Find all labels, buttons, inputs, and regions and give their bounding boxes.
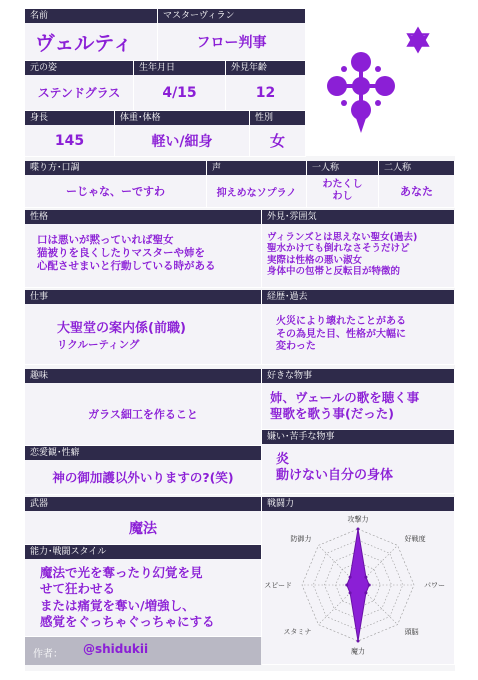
job-value (57, 320, 255, 353)
love-box (25, 446, 262, 495)
apparent-age-label: 外見年齢 (226, 61, 305, 75)
radar-axis-label: 攻撃力 (347, 515, 369, 524)
height-value: 145 (54, 132, 85, 149)
likes-label: 好きな物事 (262, 369, 454, 383)
radar-axis-label: 好戦度 (404, 534, 426, 543)
appearance-line: ヴィランズとは思えない聖女(過去) (267, 232, 418, 243)
height-label: 身長 (25, 111, 114, 125)
radar-value-area (347, 529, 369, 641)
origin-label: 元の姿 (25, 61, 133, 75)
first-person-label: 一人称 (307, 161, 378, 175)
job-line: リクルーティング (57, 339, 140, 352)
voice-value: 抑えめなソプラノ (216, 187, 297, 199)
dislikes-line: 動けない自分の身体 (276, 468, 394, 484)
ability-line: または痛覚を奪い/増強し、 (40, 597, 195, 613)
author-handle: @shidukii (83, 642, 149, 656)
author-label: 作者： (33, 649, 63, 660)
weight-box (115, 111, 250, 157)
gender-value: 女 (269, 132, 285, 150)
history-line: 火災により壊れたことがある (276, 316, 406, 327)
radar-axis-label: 頭脳 (404, 628, 419, 637)
job-box (25, 290, 262, 365)
likes-line: 聖歌を歌う事(だった) (270, 405, 394, 421)
radar-value-point (364, 576, 367, 579)
second-person-value: あなた (400, 185, 433, 198)
battle-label: 戦闘力 (262, 497, 454, 511)
battle-box (262, 497, 455, 665)
name-box (25, 9, 158, 61)
dislikes-label: 嫌い･苦手な物事 (262, 430, 454, 444)
likes-box (262, 369, 455, 430)
battle-radar-chart (262, 511, 455, 663)
hobby-label: 趣味 (25, 369, 261, 383)
ability-label: 能力･戦闘スタイル (25, 545, 261, 559)
personality-line: 猫被りを良くしたりマスターや姉を (37, 247, 205, 260)
love-label: 恋愛観･性癖 (25, 446, 261, 460)
speech-value: ーじゃな、ーですわ (66, 185, 165, 198)
dislikes-line: 炎 (276, 452, 290, 467)
personality-value (37, 234, 255, 273)
personality-label: 性格 (25, 210, 261, 224)
ability-line: 感覚をぐっちゃぐっちゃにする (40, 613, 215, 629)
radar-value-point (368, 584, 371, 587)
hobby-value: ガラス細工を作ること (88, 408, 198, 421)
personality-box (25, 210, 262, 288)
job-label: 仕事 (25, 290, 261, 304)
radar-axis-label: パワー (424, 581, 445, 590)
second-person-box (379, 161, 455, 208)
ability-line: せて狂わせる (40, 581, 116, 597)
radar-value-point (345, 584, 348, 587)
origin-box (25, 61, 134, 111)
personality-line: 心配させまいと行動している時がある (37, 260, 216, 273)
weapon-value: 魔法 (129, 520, 157, 537)
likes-value (270, 390, 448, 421)
appearance-line: 実際は性格の悪い淑女 (267, 254, 363, 266)
radar-value-point (349, 591, 352, 594)
likes-line: 姉、ヴェールの歌を聴く事 (270, 390, 420, 405)
name-value: ヴェルティ (35, 31, 133, 55)
appearance-line: 身体中の包帯と反転目が特徴的 (267, 266, 401, 278)
history-line: 変わった (276, 341, 316, 352)
appearance-label: 外見･雰囲気 (262, 210, 454, 224)
radar-value-point (349, 576, 352, 579)
gender-label: 性別 (250, 111, 305, 125)
birthday-label: 生年月日 (134, 61, 225, 75)
history-line: その為見た目、性格が大幅に (276, 328, 406, 340)
history-box (262, 290, 455, 365)
weight-label: 体重･体格 (115, 111, 249, 125)
birthday-box (134, 61, 226, 111)
history-value (276, 316, 448, 354)
radar-axis-label: 魔力 (351, 647, 365, 656)
master-villain-label: マスターヴィラン (158, 9, 305, 23)
first-person-line: わたくし (322, 179, 363, 190)
second-person-label: 二人称 (379, 161, 454, 175)
master-villain-value: フロー判事 (196, 34, 267, 51)
radar-value-point (364, 591, 367, 594)
radar-value-point (357, 640, 360, 643)
apparent-age-value: 12 (255, 84, 276, 101)
appearance-value (267, 232, 448, 278)
love-value: 神の御加護以外いりますの?(笑) (52, 470, 234, 485)
history-label: 経歴･過去 (262, 290, 454, 304)
job-line: 大聖堂の案内係(前職) (57, 321, 186, 336)
voice-box (207, 161, 307, 208)
ability-box (25, 545, 262, 637)
appearance-box (262, 210, 455, 288)
dislikes-box (262, 430, 455, 494)
height-box (25, 111, 115, 157)
radar-axis-label: スピード (264, 581, 292, 590)
radar-axis-label: 防御力 (290, 534, 312, 543)
author-bar (25, 637, 261, 665)
radar-axis-label: スタミナ (283, 628, 312, 637)
weapon-label: 武器 (25, 497, 261, 511)
first-person-value (307, 175, 378, 207)
emblem-panel (306, 9, 455, 156)
radar-value-point (357, 528, 360, 531)
weight-value: 軽い/細身 (151, 133, 213, 150)
ability-value (40, 565, 255, 630)
speech-label: 喋り方･口調 (25, 161, 206, 175)
ability-line: 魔法で光を奪ったり幻覚を見 (40, 565, 203, 580)
gender-box (250, 111, 306, 157)
name-label: 名前 (25, 9, 157, 23)
hobby-box (25, 369, 262, 446)
weapon-box (25, 497, 262, 545)
voice-label: 声 (207, 161, 306, 175)
emblem-icon (306, 9, 455, 156)
first-person-line: わし (332, 191, 353, 202)
first-person-box (307, 161, 379, 208)
appearance-line: 聖水かけても倒れなさそうだけど (267, 243, 410, 255)
dislikes-value (276, 452, 448, 485)
birthday-value: 4/15 (162, 84, 197, 101)
speech-box (25, 161, 207, 208)
personality-line: 口は悪いが黙っていれば聖女 (37, 234, 174, 246)
origin-value: ステンドグラス (37, 86, 121, 100)
apparent-age-box (226, 61, 306, 111)
master-villain-box (158, 9, 306, 61)
